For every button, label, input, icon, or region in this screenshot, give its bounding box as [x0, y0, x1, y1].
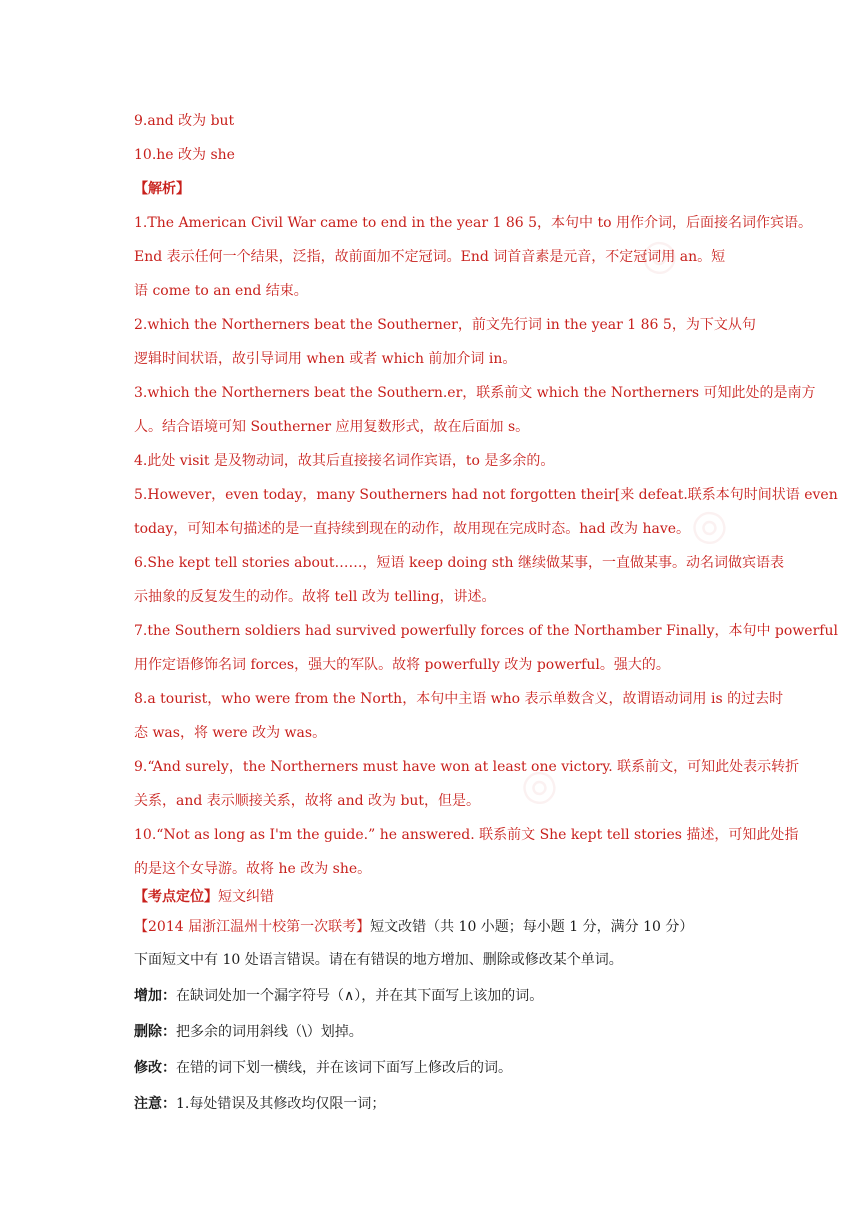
rule-delete [134, 1014, 774, 1050]
analysis-line: 示抽象的反复发生的动作。故将 tell 改为 telling，讲述。 [134, 589, 496, 605]
watermark-logo: ◎ [683, 495, 734, 554]
analysis-line: End 表示任何一个结果，泛指，故前面加不定冠词。End 词首音素是元音，不定冠词用 an。短 [134, 249, 726, 265]
analysis-line: 态 was，将 were 改为 was。 [134, 725, 327, 741]
analysis-line: 3.which the Northerners beat the Southern.er，联系前文 which the Northerners 可知此处的是南方 [134, 385, 816, 401]
answer-9: 9.and 改为 but [134, 113, 235, 129]
kaodian-text: 短文纠错 [218, 889, 274, 905]
exam-block [134, 882, 774, 1122]
rule-text: 把多余的词用斜线（\）划掉。 [176, 1024, 363, 1040]
kaodian-bracket: 【考点定位】 [134, 889, 218, 905]
rule-label: 注意： [134, 1096, 176, 1112]
rule-label: 修改： [134, 1060, 176, 1076]
analysis-line: 9.“And surely，the Northerners must have won at least one victory. 联系前文，可知此处表示转折 [134, 759, 800, 775]
rule-add [134, 978, 774, 1014]
rule-label: 增加： [134, 988, 176, 1004]
analysis-line: 2.which the Northerners beat the Southerner，前文先行词 in the year 1 86 5，为下文从句 [134, 317, 756, 333]
rule-text: 在缺词处加一个漏字符号（∧），并在其下面写上该加的词。 [176, 988, 544, 1004]
analysis-line: 4.此处 visit 是及物动词，故其后直接接名词作宾语，to 是多余的。 [134, 453, 555, 469]
analysis-line: 5.However，even today，many Southerners had not forgotten their[来 defeat.联系本句时间状语 even [134, 487, 838, 503]
analysis-line: 逻辑时间状语，故引导词用 when 或者 which 前加介词 in。 [134, 351, 517, 367]
analysis-block [134, 206, 838, 886]
rule-label: 删除： [134, 1024, 176, 1040]
analysis-line: 10.“Not as long as I'm the guide.” he answered. 联系前文 She kept tell stories 描述，可知此处指 [134, 827, 799, 843]
analysis-heading: 【解析】 [134, 181, 190, 197]
answer-10: 10.he 改为 she [134, 147, 235, 163]
analysis-line: 8.a tourist，who were from the North，本句中主语 who 表示单数含义，故谓语动词用 is 的过去时 [134, 691, 784, 707]
rule-text: 1.每处错误及其修改均仅限一词； [176, 1096, 386, 1112]
rule-note [134, 1086, 774, 1122]
analysis-line: 语 come to an end 结束。 [134, 283, 308, 299]
exam-title [134, 912, 774, 942]
exam-bracket: 【2014 届浙江温州十校第一次联考】 [134, 919, 371, 935]
analysis-line: 6.She kept tell stories about……，短语 keep doing sth 继续做某事，一直做某事。动名词做宾语表 [134, 555, 785, 571]
analysis-line: 人。结合语境可知 Southerner 应用复数形式，故在后面加 s。 [134, 419, 530, 435]
analysis-line: 7.the Southern soldiers had survived powerfully forces of the Northamber Finally，本句中 powerful [134, 623, 838, 639]
kaodian-line [134, 882, 774, 912]
answers-block [134, 104, 774, 206]
rule-text: 在错的词下划一横线，并在该词下面写上修改后的词。 [176, 1060, 512, 1076]
watermark-logo: ◎ [633, 225, 684, 284]
watermark-logo: ◎ [513, 755, 564, 814]
rule-modify [134, 1050, 774, 1086]
instructions: 下面短文中有 10 处语言错误。请在有错误的地方增加、删除或修改某个单词。 [134, 952, 623, 968]
analysis-line: today，可知本句描述的是一直持续到现在的动作，故用现在完成时态。had 改为 have。 [134, 521, 691, 537]
analysis-line: 1.The American Civil War came to end in the year 1 86 5，本句中 to 用作介词，后面接名词作宾语。 [134, 215, 813, 231]
analysis-line: 用作定语修饰名词 forces，强大的军队。故将 powerfully 改为 powerful。强大的。 [134, 657, 670, 673]
analysis-line: 的是这个女导游。故将 he 改为 she。 [134, 861, 372, 877]
exam-text: 短文改错（共 10 小题；每小题 1 分，满分 10 分） [370, 919, 694, 935]
analysis-line: 关系，and 表示顺接关系，故将 and 改为 but，但是。 [134, 793, 481, 809]
